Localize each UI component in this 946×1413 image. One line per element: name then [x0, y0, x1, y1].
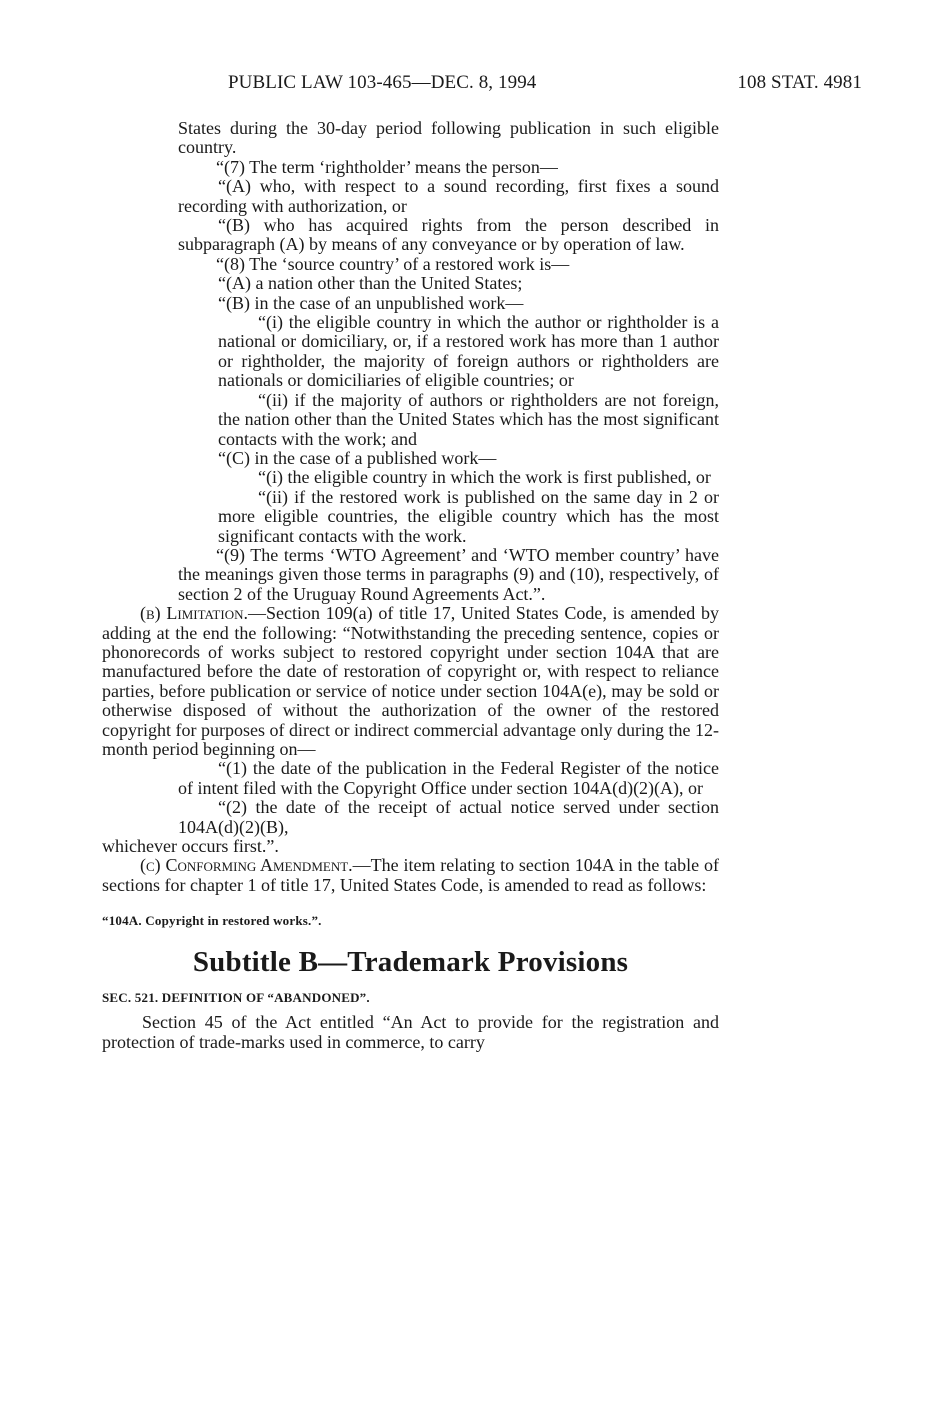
section-body: Section 45 of the Act entitled “An Act to provide for the registration and protection of trade-marks used in commerce, to carry [102, 1012, 719, 1052]
public-law-citation: PUBLIC LAW 103-465—DEC. 8, 1994 [228, 72, 537, 93]
definition-8-c: “(C) in the case of a published work— [218, 447, 497, 468]
subsection-c-conforming-amendment [102, 856, 719, 895]
definition-7: “(7) The term ‘rightholder’ means the person— [216, 156, 558, 177]
definition-8-a: “(A) a nation other than the United States; [218, 273, 523, 294]
limitation-item-1: “(1) the date of the publication in the Federal Register of the notice of intent filed with the Copyright Office under section 104A(d)(2)(A), or [178, 758, 719, 798]
definition-8-c-i: “(i) the eligible country in which the work is first published, or [258, 467, 711, 488]
definition-7-a: “(A) who, with respect to a sound recording, first fixes a sound recording with authorization, or [178, 176, 719, 216]
subsection-c-heading: (c) Conforming Amendment. [140, 855, 353, 876]
definition-8-b-ii: “(ii) if the majority of authors or rightholders are not foreign, the nation other than the United States which has the most significant contacts with the work; and [218, 389, 719, 449]
definition-9: “(9) The terms ‘WTO Agreement’ and ‘WTO member country’ have the meanings given those terms in paragraphs (9) and (10), respectively, of section 2 of the Uruguay Round Agreements Act.”. [178, 544, 719, 604]
paragraph-continuation: States during the 30-day period following publication in such eligible country. [178, 118, 719, 158]
subtitle-heading: Subtitle B—Trademark Provisions [192, 945, 629, 978]
subsection-c-text: —The item relating to section 104A in the table of sections for chapter 1 of title 17, United States Code, is amended to read as follows: [102, 855, 719, 895]
limitation-item-2: “(2) the date of the receipt of actual notice served under section 104A(d)(2)(B), [178, 797, 719, 837]
definition-8-b: “(B) in the case of an unpublished work— [218, 292, 524, 313]
subsection-b-text: —Section 109(a) of title 17, United States Code, is amended by adding at the end the following: “Notwithstanding the preceding sentence, copies or phonorecords of works subject to restored copyright under section 104A that are manufactured before the date of restoration of copyright or, with respect to reliance parties, before publication or service of notice under section 104A(e), may be sold or otherwise disposed of without the authorization of the owner of the restored copyright for purposes of direct or indirect commercial advantage only during the 12-month period beginning on— [102, 603, 719, 759]
limitation-closing: whichever occurs first.”. [102, 836, 279, 857]
running-head [0, 72, 946, 98]
section-heading: SEC. 521. DEFINITION OF “ABANDONED”. [102, 990, 370, 1006]
statute-page-number: 108 STAT. 4981 [737, 72, 862, 93]
body-text [102, 119, 719, 1052]
subsection-b-heading: (b) Limitation. [140, 603, 248, 624]
definition-7-b: “(B) who has acquired rights from the person described in subparagraph (A) by means of any conveyance or by operation of law. [178, 215, 719, 255]
definition-8-c-ii: “(ii) if the restored work is published on the same day in 2 or more eligible countries, the eligible country which has the most significant contacts with the work. [218, 486, 719, 546]
subsection-b-limitation [102, 604, 719, 759]
definition-8: “(8) The ‘source country’ of a restored work is— [216, 253, 570, 274]
definition-8-b-i: “(i) the eligible country in which the author or rightholder is a national or domiciliary, or, if a restored work has more than 1 author or rightholder, the majority of foreign authors or rightholders are nationals or domiciliaries of eligible countries; or [218, 312, 719, 391]
table-of-sections-item: “104A. Copyright in restored works.”. [102, 913, 322, 929]
